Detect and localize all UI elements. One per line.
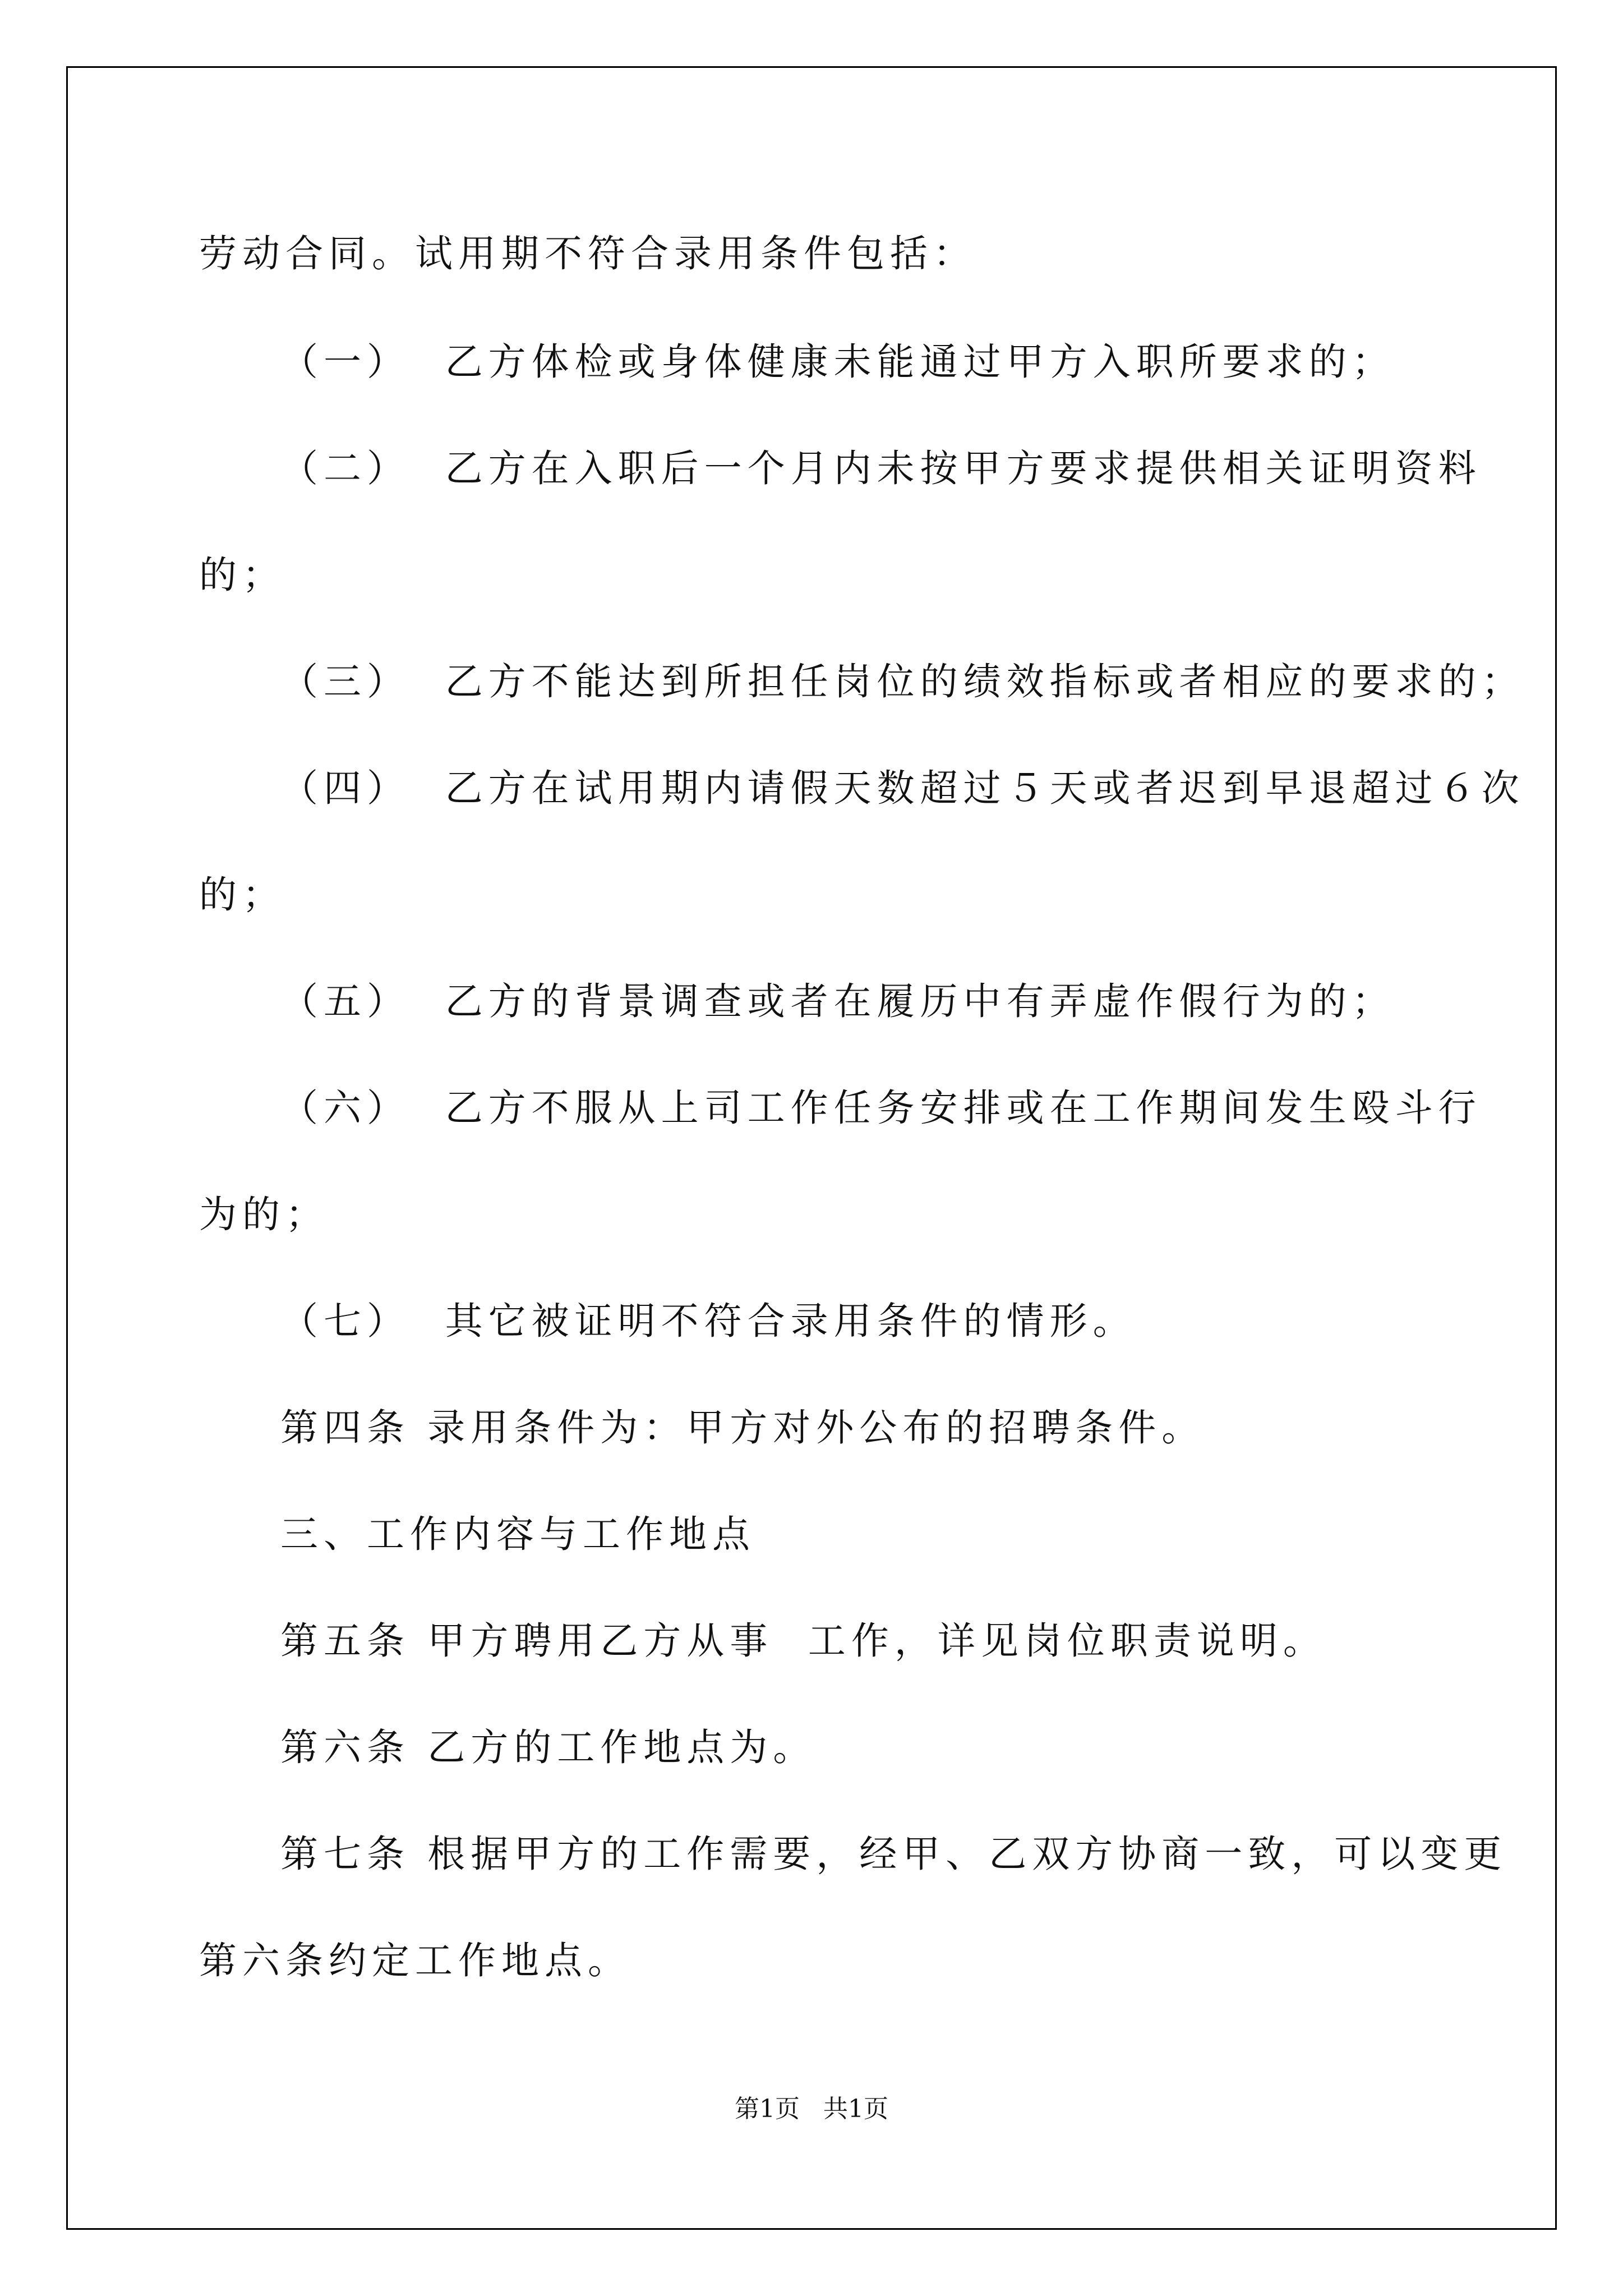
text-line-9: （六） 乙方不服从上司工作任务安排或在工作期间发生殴斗行 — [280, 1086, 1482, 1130]
text-line-17: 第六条约定工作地点。 — [199, 1939, 631, 1982]
text-line-8: （五） 乙方的背景调查或者在履历中有弄虚作假行为的； — [280, 979, 1395, 1023]
text-line-12: 第四条 录用条件为：甲方对外公布的招聘条件。 — [280, 1406, 1205, 1450]
text-line-1: 劳动合同。试用期不符合录用条件包括： — [199, 232, 976, 275]
text-line-6: （四） 乙方在试用期内请假天数超过５天或者迟到早退超过６次 — [280, 766, 1525, 810]
page-border — [66, 66, 1557, 2230]
text-line-14: 第五条 甲方聘用乙方从事 工作，详见岗位职责说明。 — [280, 1619, 1326, 1663]
text-line-7: 的； — [199, 873, 285, 917]
text-line-11: （七） 其它被证明不符合录用条件的情形。 — [280, 1299, 1136, 1343]
text-line-2: （一） 乙方体检或身体健康未能通过甲方入职所要求的； — [280, 340, 1395, 384]
text-line-15: 第六条 乙方的工作地点为。 — [280, 1726, 817, 1769]
text-line-10: 为的； — [199, 1193, 329, 1236]
page-footer: 第1页 共1页 — [735, 2095, 888, 2123]
text-line-5: （三） 乙方不能达到所担任岗位的绩效指标或者相应的要求的； — [280, 660, 1525, 703]
text-line-16: 第七条 根据甲方的工作需要，经甲、乙双方协商一致，可以变更 — [280, 1832, 1507, 1876]
text-line-13: 三、工作内容与工作地点 — [280, 1512, 755, 1556]
text-line-4: 的； — [199, 553, 285, 597]
text-line-3: （二） 乙方在入职后一个月内未按甲方要求提供相关证明资料 — [280, 447, 1482, 490]
